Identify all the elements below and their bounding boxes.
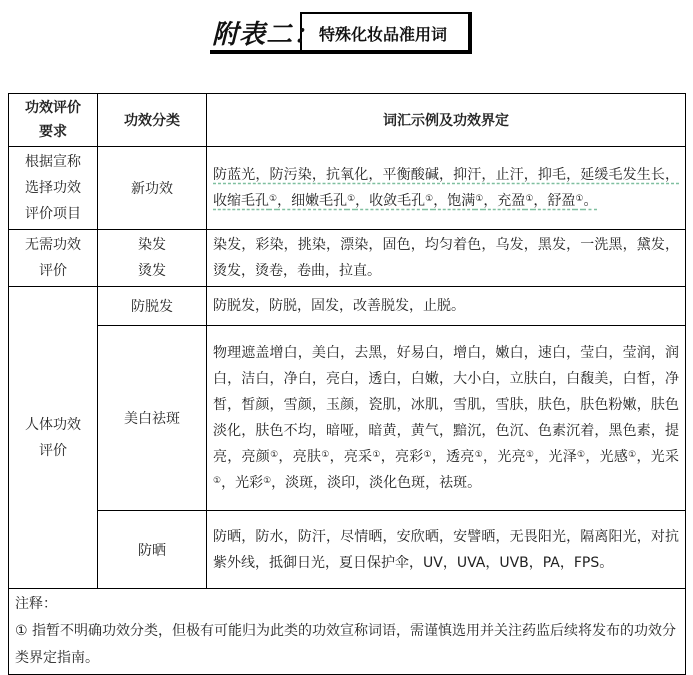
words-text: 染发，彩染，挑染，漂染，固色，均匀着色，乌发，黑发，一洗黑，黛发，烫发，烫卷，卷曲，拉直。 <box>213 237 679 279</box>
header-words: 词汇示例及功效界定 <box>207 94 686 147</box>
footnote-marker: ① <box>525 194 534 204</box>
category-cell: 美白祛斑 <box>98 326 207 511</box>
notes-title: 注释： <box>15 596 57 612</box>
footnote-marker: ① <box>525 450 535 460</box>
category-cell: 防晒 <box>98 511 207 589</box>
words-cell <box>207 511 686 589</box>
requirement-line: 评价 <box>39 263 67 279</box>
requirement-line: 人体功效 <box>25 416 81 433</box>
title-main: 附表二： <box>212 20 321 50</box>
table-row <box>9 287 686 326</box>
category-line: 烫发 <box>138 263 166 279</box>
footnote-marker: ① <box>474 450 484 460</box>
footnote-marker: ① <box>425 194 434 204</box>
words-text: 防晒，防水，防汗，尽情晒，安欣晒，安譬晒，无畏阳光，隔离阳光，对抗紫外线，抵御日光，夏日保护伞，UV，UVA，UVB，PA，FPS。 <box>213 528 679 571</box>
words-text: 防蓝光，防污染，抗氧化，平衡酸碱，抑汗，止汗，抑毛，延缓毛发生长，收缩毛孔①，细嫩毛孔①，收敛毛孔①，饱满①，充盈①，舒盈①。 <box>213 167 679 209</box>
title-area <box>0 0 693 70</box>
notes-text: ① 指暂不明确功效分类，但极有可能归为此类的功效宣称词语，需谨慎选用并关注药监后续将发布的功效分类界定指南。 <box>15 623 676 666</box>
requirement-cell <box>9 230 98 287</box>
table-row <box>9 511 686 589</box>
footnote-marker: ① <box>213 476 222 486</box>
requirement-line: 无需功效 <box>25 237 81 253</box>
footnote-marker: ① <box>575 194 584 204</box>
footnote-marker: ① <box>423 450 432 460</box>
table-row <box>9 326 686 511</box>
header-requirement-line: 要求 <box>39 124 67 140</box>
footnote-marker: ① <box>270 450 279 460</box>
footnote-marker: ① <box>263 476 272 486</box>
category-line: 染发 <box>138 237 166 253</box>
table-row <box>9 147 686 230</box>
footnote-marker: ① <box>372 450 381 460</box>
requirement-line: 评价项目 <box>25 206 81 222</box>
footnote-marker: ① <box>269 194 278 204</box>
footnote-marker: ① <box>347 194 356 204</box>
title-sub: 特殊化妆品准用词 <box>319 25 448 44</box>
cosmetics-terms-table <box>8 93 686 675</box>
words-cell <box>207 147 686 230</box>
footnote-marker: ① <box>628 450 637 460</box>
header-row <box>9 94 686 147</box>
notes-row <box>9 589 686 675</box>
header-category: 功效分类 <box>98 94 207 147</box>
notes-cell <box>9 589 686 675</box>
words-cell <box>207 230 686 287</box>
words-cell <box>207 287 686 326</box>
header-requirement-line: 功效评价 <box>25 100 81 116</box>
header-requirement <box>9 94 98 147</box>
requirement-cell <box>9 287 98 589</box>
requirement-line: 评价 <box>39 442 67 459</box>
category-cell <box>98 230 207 287</box>
category-cell: 新功效 <box>98 147 207 230</box>
words-text: 防脱发，防脱，固发，改善脱发，止脱。 <box>213 298 465 314</box>
requirement-line: 选择功效 <box>25 180 81 196</box>
table-row <box>9 230 686 287</box>
words-text: 物理遮盖增白，美白，去黑，好易白，增白，嫩白，速白，莹白，莹润，润白，洁白，净白，亮白，透白，白嫩，大小白，立肤白，白馥美，白皙，净皙，皙颜，雪颜，玉颜，瓷肌，冰肌，雪肌，雪肤，肤色，肤色粉嫩，肤色淡化，肤色不均，暗哑，暗黄，黄气，黯沉，色沉、色素沉着，黑色素，提亮，亮颜①，亮肤①，亮采①，亮彩①，透亮①，光亮①，光泽①，光感①，光采①，光彩①，淡斑，淡印，淡化色斑，祛斑。 <box>213 345 680 491</box>
footnote-marker: ① <box>577 450 586 460</box>
category-cell: 防脱发 <box>98 287 207 326</box>
requirement-line: 根据宣称 <box>25 154 81 170</box>
requirement-cell <box>9 147 98 230</box>
footnote-marker: ① <box>475 194 484 204</box>
words-cell <box>207 326 686 511</box>
footnote-marker: ① <box>321 450 330 460</box>
